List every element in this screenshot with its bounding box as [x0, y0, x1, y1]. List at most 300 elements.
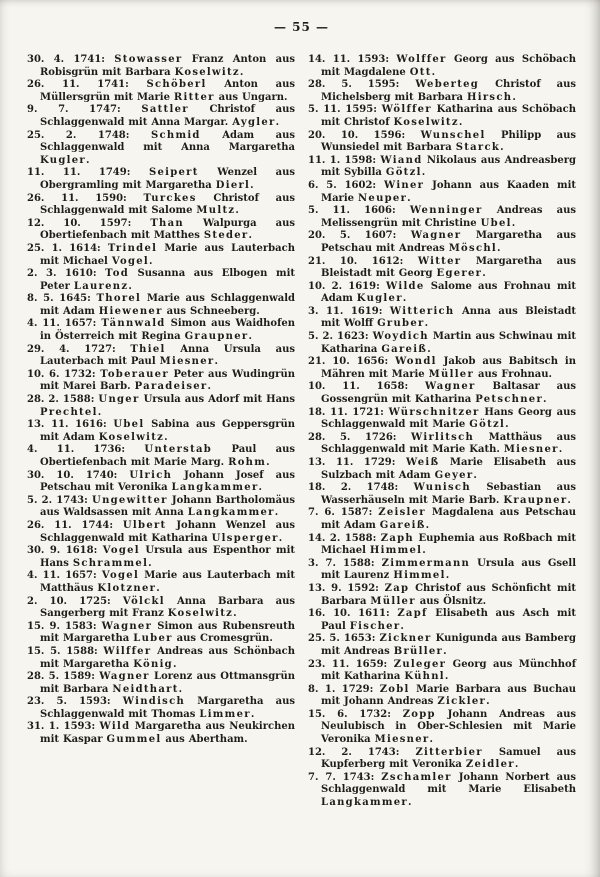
- record-text: Martin aus Schwinau mit Katharina: [321, 331, 576, 355]
- record-text: Johann aus Kaaden mit Marie: [321, 179, 576, 204]
- record-surname: Woydich: [372, 331, 429, 343]
- record-surname: Windisch: [122, 696, 186, 708]
- record-tail: aus Schneeberg.: [162, 305, 260, 317]
- marriage-record: [308, 432, 576, 457]
- record-date: 2. 10. 1725:: [27, 595, 123, 607]
- record-text: Johann Wenzel aus Schlaggenwald mit Katharina: [40, 519, 296, 544]
- record-surname: Zimmermann: [381, 557, 471, 569]
- record-tail: .: [567, 494, 571, 506]
- record-spouse-surname: Ott: [409, 66, 432, 78]
- record-spouse-surname: Limmer: [199, 708, 251, 720]
- record-tail: .: [266, 457, 270, 468]
- record-date: 3. 7. 1588:: [308, 557, 382, 569]
- record-spouse-surname: Gareiß: [379, 519, 426, 531]
- record-date: 13. 9. 1592:: [308, 582, 385, 594]
- record-date: 5. 2. 1623:: [308, 331, 373, 343]
- record-date: 25. 1. 1614:: [27, 242, 108, 254]
- record-text: Johann Josef aus Petschau mit Veronika: [40, 469, 296, 494]
- marriage-record: [27, 721, 295, 746]
- record-spouse-surname: Neuper: [357, 192, 408, 204]
- record-tail: aus Abertham.: [161, 734, 248, 746]
- record-surname: Wenninger: [409, 205, 483, 217]
- record-text: Andreas aus Melissengrün mit Christine: [321, 205, 576, 229]
- record-surname: Wondl: [395, 356, 437, 368]
- marriage-record: [308, 381, 576, 406]
- record-date: 15. 6. 1732:: [308, 708, 403, 720]
- marriage-record: [27, 671, 295, 696]
- record-surname: Wunisch: [413, 482, 471, 494]
- record-date: 4. 11. 1657:: [27, 318, 102, 330]
- record-spouse-surname: Steder: [203, 230, 249, 242]
- marriage-record: [308, 256, 576, 281]
- marriage-record: [27, 79, 295, 104]
- record-tail: .: [178, 683, 183, 695]
- marriage-record: [27, 293, 295, 318]
- record-surname: Zschamler: [381, 771, 452, 783]
- record-surname: Vogel: [101, 570, 140, 582]
- record-date: 30. 10. 1740:: [27, 469, 130, 481]
- record-surname: Tännwald: [101, 318, 166, 330]
- record-text: Anna Barbara aus Sangerberg mit Franz: [40, 595, 295, 620]
- record-text: Sabina aus Geppersgrün mit Adam: [40, 419, 296, 443]
- record-surname: Zitterbier: [415, 746, 483, 758]
- record-surname: Stowasser: [114, 54, 183, 65]
- record-text: Andreas aus Schönbach mit Margaretha: [40, 645, 295, 670]
- record-spouse-surname: Laurenz: [73, 280, 129, 292]
- marriage-record: [27, 268, 295, 293]
- record-surname: Ungewitter: [92, 494, 168, 506]
- record-tail: .: [235, 205, 239, 217]
- record-text: Simon aus Rubensreuth mit Margaretha: [40, 620, 295, 645]
- record-text: Christof aus Schlaggenwald mit Salome: [40, 192, 295, 217]
- record-surname: Tod: [105, 268, 129, 280]
- record-surname: Wagner: [101, 620, 153, 632]
- record-tail: .: [514, 759, 519, 771]
- record-tail: .: [422, 545, 426, 557]
- marriage-record: [27, 495, 295, 520]
- record-date: 15. 9. 1583:: [27, 620, 102, 632]
- record-surname: Wild: [99, 721, 131, 733]
- record-date: 8. 5. 1645:: [27, 293, 97, 305]
- record-date: 10. 6. 1732:: [27, 368, 101, 380]
- record-date: 12. 10. 1597:: [27, 217, 151, 229]
- record-tail: .: [207, 381, 211, 393]
- record-tail: .: [248, 230, 252, 242]
- record-tail: .: [149, 255, 153, 267]
- record-tail: aus Frohnau.: [474, 368, 553, 380]
- marriage-record: [308, 79, 576, 104]
- record-text: Johann Norbert aus Schlaggenwald mit Marie Elisabeth: [321, 771, 576, 796]
- record-tail: .: [239, 66, 244, 78]
- record-tail: .: [250, 179, 254, 191]
- record-surname: Ulbert: [122, 519, 167, 531]
- record-text: Adam aus Schlaggenwald mit Anna Margaretha: [40, 129, 295, 154]
- record-tail: .: [500, 142, 504, 154]
- record-tail: .: [156, 582, 160, 594]
- record-text: Christof aus Schlaggenwald mit Anna Margar.: [40, 104, 295, 128]
- record-text: Salome aus Frohnau mit Adam: [321, 280, 576, 305]
- record-text: Christof aus Schönficht mit Barbara: [321, 582, 577, 607]
- marriage-record: [27, 243, 295, 268]
- record-text: Ursula aus Gsell mit Laurenz: [321, 557, 576, 582]
- record-text: Magdalena aus Petschau mit Adam: [321, 507, 576, 531]
- record-spouse-surname: Miesner: [159, 356, 215, 368]
- record-spouse-surname: Zeidler: [465, 759, 515, 771]
- marriage-record: [308, 281, 576, 306]
- record-spouse-surname: Götzl: [469, 419, 506, 431]
- marriage-record: [27, 444, 295, 469]
- record-spouse-surname: Petschner: [475, 394, 544, 406]
- record-date: 9. 7. 1747:: [27, 104, 142, 116]
- record-surname: Witterich: [389, 305, 455, 317]
- marriage-record: [27, 394, 295, 419]
- record-spouse-surname: Rohm: [228, 457, 267, 468]
- record-spouse-surname: Götzl: [385, 167, 422, 179]
- record-surname: Wilffer: [103, 645, 152, 657]
- record-date: 7. 7. 1743:: [308, 771, 382, 783]
- record-tail: .: [148, 557, 152, 569]
- record-surname: Wagner: [425, 381, 476, 393]
- marriage-record: [308, 306, 576, 331]
- record-text: Christof aus Michelsberg mit Barbara: [321, 79, 576, 103]
- marriage-record: [308, 230, 576, 255]
- record-surname: Schöberl: [146, 79, 207, 91]
- record-text: Peter aus Wudingrün mit Marei Barb.: [40, 368, 295, 393]
- record-text: Marie aus Schlaggenwald mit Adam: [40, 293, 295, 317]
- record-surname: Wunschel: [420, 129, 486, 141]
- record-tail: .: [505, 419, 509, 431]
- record-spouse-surname: Hiewener: [98, 305, 163, 317]
- record-tail: .: [444, 671, 449, 683]
- record-spouse-surname: Koselwitz: [167, 608, 234, 620]
- record-spouse-surname: Schrammel: [72, 557, 149, 569]
- record-date: 12. 2. 1743:: [308, 746, 416, 758]
- record-date: 4. 11. 1736:: [27, 444, 145, 456]
- record-text: Georg aus Schöbach mit Magdalene: [321, 54, 576, 78]
- record-spouse-surname: Kühnl: [404, 671, 445, 683]
- record-surname: Zuleger: [393, 658, 447, 670]
- record-date: 14. 2. 1588:: [308, 532, 381, 544]
- record-date: 2. 3. 1610:: [27, 268, 106, 280]
- record-surname: Schmid: [150, 129, 201, 141]
- record-tail: .: [250, 708, 255, 720]
- record-date: 23. 11. 1659:: [308, 658, 394, 670]
- record-tail: .: [458, 116, 463, 128]
- record-surname: Trindel: [107, 242, 158, 254]
- record-date: 7. 6. 1587:: [308, 507, 379, 519]
- record-surname: Zopp: [402, 708, 436, 720]
- record-date: 5. 2. 1743:: [27, 494, 93, 506]
- record-surname: Zapf: [397, 608, 428, 620]
- record-tail: .: [400, 620, 404, 632]
- column-right: [308, 54, 576, 810]
- text-columns: [27, 54, 576, 810]
- marriage-record: [27, 54, 295, 79]
- record-text: Johann Andreas aus Neulubisch in Ober-Schlesien mit Marie Veronika: [321, 708, 576, 746]
- record-spouse-surname: Neidthart: [112, 683, 179, 695]
- record-spouse-surname: Gareiß: [381, 343, 428, 355]
- record-tail: .: [427, 343, 431, 355]
- record-text: Elisabeth aus Asch mit Paul: [321, 608, 576, 632]
- record-spouse-surname: Aygler: [232, 116, 276, 128]
- record-spouse-surname: Müller: [428, 368, 475, 380]
- record-text: Baltasar aus Gossengrün mit Katharina: [321, 381, 576, 406]
- record-tail: .: [274, 507, 279, 519]
- record-tail: .: [445, 570, 450, 582]
- record-spouse-surname: König: [133, 658, 173, 670]
- record-tail: .: [164, 431, 168, 443]
- record-spouse-surname: Möschl: [448, 242, 498, 254]
- record-surname: Witter: [417, 255, 462, 267]
- record-surname: Seipert: [148, 167, 199, 179]
- record-date: 4. 11. 1657:: [27, 570, 102, 582]
- record-text: Georg aus Münchhof mit Katharina: [321, 658, 577, 683]
- record-date: 26. 11. 1590:: [27, 192, 144, 204]
- record-date: 20. 5. 1607:: [308, 230, 411, 242]
- record-text: Simon aus Waidhofen in Österreich mit Regina: [40, 318, 295, 343]
- record-text: Wenzel aus Obergramling mit Margaretha: [40, 167, 296, 191]
- record-spouse-surname: Langkammer: [321, 797, 408, 809]
- record-text: Marie Barbara aus Buchau mit Johann Andreas: [321, 683, 576, 708]
- record-spouse-surname: Graupner: [184, 331, 249, 343]
- record-spouse-surname: Langkammer: [187, 507, 275, 519]
- marriage-record: [27, 545, 295, 570]
- record-spouse-surname: Multz: [196, 205, 236, 217]
- column-left: [27, 54, 295, 810]
- record-spouse-surname: Koselwitz: [393, 116, 459, 128]
- record-text: Johann Bartholomäus aus Waldsassen mit Anna: [40, 494, 295, 519]
- record-tail: .: [486, 696, 490, 708]
- record-date: 5. 11. 1606:: [308, 205, 410, 217]
- record-surname: Winer: [383, 179, 425, 191]
- marriage-record: [308, 54, 576, 79]
- marriage-record: [308, 507, 576, 532]
- record-surname: Zeisler: [378, 507, 426, 519]
- record-spouse-surname: Miesner: [374, 734, 430, 746]
- record-spouse-surname: Kraupner: [503, 494, 568, 506]
- marriage-record: [308, 772, 576, 810]
- marriage-record: [27, 369, 295, 394]
- record-spouse-surname: Koselwitz: [174, 66, 240, 78]
- record-spouse-surname: Ulsperger: [211, 532, 279, 544]
- record-tail: aus Ölsnitz.: [415, 595, 487, 607]
- record-tail: .: [543, 394, 547, 406]
- record-surname: Ulrich: [129, 469, 173, 481]
- record-text: Margaretha aus Bleistadt mit Georg: [321, 255, 577, 280]
- marriage-record: [308, 747, 576, 772]
- marriage-record: [308, 356, 576, 381]
- marriage-record: [308, 457, 576, 482]
- record-date: 28. 5. 1589:: [27, 671, 100, 683]
- record-spouse-surname: Kugler: [356, 293, 403, 305]
- marriage-record: [27, 344, 295, 369]
- record-surname: Unterstab: [144, 444, 213, 456]
- record-spouse-surname: Himmel: [369, 545, 423, 557]
- marriage-record: [308, 331, 576, 356]
- record-surname: Weiß: [406, 457, 440, 468]
- marriage-record: [308, 155, 576, 180]
- record-tail: .: [258, 482, 263, 494]
- marriage-record: [27, 596, 295, 621]
- record-date: 26. 11. 1741:: [27, 79, 147, 91]
- record-tail: .: [511, 217, 516, 229]
- record-surname: Wiand: [380, 154, 423, 166]
- marriage-record: [27, 696, 295, 721]
- record-surname: Zickner: [379, 633, 432, 645]
- record-date: 18. 2. 1748:: [308, 482, 414, 494]
- record-date: 29. 4. 1727:: [27, 343, 131, 355]
- marriage-record: [27, 419, 295, 444]
- record-date: 11. 1. 1598:: [308, 154, 381, 166]
- record-date: 21. 10. 1612:: [308, 255, 418, 267]
- record-text: Anna Ursula aus Lauterbach mit Paul: [40, 343, 295, 368]
- record-text: Lorenz aus Ottmansgrün mit Barbara: [40, 671, 295, 695]
- record-date: 25. 5. 1653:: [308, 633, 380, 645]
- record-spouse-surname: Paradeiser: [134, 381, 208, 393]
- marriage-record: [27, 193, 295, 218]
- record-tail: .: [482, 268, 486, 280]
- record-text: Susanna aus Elbogen mit Peter: [40, 268, 295, 292]
- record-date: 10. 11. 1658:: [308, 381, 426, 393]
- record-spouse-surname: Ubel: [480, 217, 512, 229]
- record-surname: Völckl: [122, 595, 165, 607]
- record-text: Marie aus Lauterbach mit Michael: [40, 242, 295, 267]
- record-date: 20. 10. 1596:: [308, 129, 421, 141]
- record-tail: .: [497, 242, 501, 254]
- record-date: 21. 10. 1656:: [308, 356, 396, 368]
- record-tail: .: [424, 318, 429, 330]
- record-text: Walpurga aus Obertiefenbach mit Matthes: [40, 217, 295, 242]
- marriage-record: [308, 633, 576, 658]
- record-spouse-surname: Egerer: [436, 268, 483, 280]
- marriage-record: [308, 104, 576, 129]
- record-spouse-surname: Langkammer: [171, 482, 259, 494]
- record-tail: .: [233, 608, 237, 620]
- marriage-record: [308, 608, 576, 633]
- marriage-record: [308, 558, 576, 583]
- record-tail: .: [512, 91, 516, 103]
- record-text: Hans Georg aus Schlaggenwald mit Marie: [321, 406, 576, 431]
- record-spouse-surname: Brüller: [393, 645, 444, 657]
- record-date: 5. 11. 1595:: [308, 104, 382, 116]
- record-tail: .: [214, 356, 218, 368]
- marriage-record: [308, 407, 576, 432]
- record-spouse-surname: Dierl: [215, 179, 251, 191]
- record-surname: Weberteg: [415, 79, 480, 91]
- record-surname: Than: [150, 217, 184, 229]
- record-tail: aus Cromesgrün.: [172, 633, 273, 645]
- marriage-record: [27, 167, 295, 192]
- marriage-record: [308, 659, 576, 684]
- marriage-record: [308, 482, 576, 507]
- record-text: Sebastian aus Wasserhäuseln mit Marie Barb.: [321, 482, 576, 506]
- marriage-record: [308, 684, 576, 709]
- marriage-record: [27, 130, 295, 168]
- record-tail: .: [278, 532, 283, 544]
- record-spouse-surname: Hirsch: [467, 91, 513, 103]
- record-date: 18. 11. 1721:: [308, 406, 389, 418]
- record-tail: .: [407, 192, 411, 204]
- record-text: Margaretha aus Schlaggenwald mit Thomas: [40, 696, 295, 720]
- record-text: Paul aus Obertiefenbach mit Marie Marg.: [40, 444, 295, 468]
- marriage-record: [27, 570, 295, 595]
- record-surname: Zaph: [380, 532, 414, 544]
- record-text: Marie Elisabeth aus Sulzbach mit Adam: [321, 457, 576, 481]
- record-surname: Turckes: [143, 192, 197, 204]
- record-text: Jakob aus Babitsch in Mähren mit Marie: [321, 356, 576, 380]
- record-spouse-surname: Geyer: [434, 469, 474, 481]
- record-tail: .: [407, 797, 412, 809]
- record-spouse-surname: Luber: [133, 633, 173, 645]
- marriage-record: [308, 583, 576, 608]
- record-text: Kunigunda aus Bamberg mit Andreas: [321, 633, 576, 657]
- record-spouse-surname: Starck: [455, 142, 501, 154]
- record-date: 16. 10. 1611:: [308, 608, 398, 620]
- record-date: 28. 5. 1595:: [308, 79, 416, 91]
- record-spouse-surname: Müller: [370, 595, 416, 607]
- record-text: Matthäus aus Schlaggenwald mit Marie Kath.: [321, 431, 576, 456]
- record-date: 23. 5. 1593:: [27, 696, 123, 708]
- record-date: 30. 9. 1618:: [27, 545, 103, 557]
- record-date: 11. 11. 1749:: [27, 167, 149, 179]
- record-surname: Sattler: [141, 104, 189, 116]
- record-date: 28. 5. 1726:: [308, 431, 412, 443]
- record-date: 14. 11. 1593:: [308, 54, 397, 65]
- record-surname: Zobl: [379, 683, 410, 695]
- record-spouse-surname: Himmel: [393, 570, 446, 582]
- record-tail: .: [97, 406, 102, 418]
- record-tail: .: [128, 280, 132, 292]
- record-tail: .: [172, 658, 177, 670]
- record-surname: Wagner: [410, 230, 462, 242]
- record-text: Anna aus Bleistadt mit Wolff: [321, 305, 576, 330]
- record-text: Ursula aus Espenthor mit Hans: [40, 545, 295, 569]
- record-tail: .: [429, 734, 433, 746]
- record-tail: aus Ungarn.: [214, 91, 288, 103]
- record-text: Katharina aus Schöbach mit Christof: [321, 104, 576, 128]
- record-spouse-surname: Gruber: [377, 318, 425, 330]
- record-date: 25. 2. 1748:: [27, 129, 151, 141]
- record-text: Samuel aus Kupferberg mit Veronika: [321, 746, 576, 771]
- record-surname: Wolffer: [396, 54, 447, 65]
- record-text: Philipp aus Wunsiedel mit Barbara: [321, 129, 577, 154]
- marriage-record: [308, 533, 576, 558]
- record-surname: Würschnitzer: [388, 406, 480, 418]
- record-surname: Unger: [98, 394, 140, 406]
- record-date: 10. 2. 1619:: [308, 280, 386, 292]
- record-surname: Zap: [384, 582, 410, 594]
- marriage-record: [27, 104, 295, 129]
- record-spouse-surname: Miesner: [503, 444, 559, 456]
- record-surname: Ubel: [113, 419, 145, 431]
- record-text: Euphemia aus Roßbach mit Michael: [321, 532, 577, 557]
- record-tail: .: [275, 116, 280, 128]
- marriage-record: [27, 520, 295, 545]
- marriage-record: [27, 621, 295, 646]
- marriage-record: [308, 205, 576, 230]
- record-date: 30. 4. 1741:: [27, 54, 115, 65]
- record-surname: Wilde: [386, 280, 425, 292]
- record-surname: Vogel: [102, 545, 140, 557]
- record-text: Nikolaus aus Andreasberg mit Sybilla: [321, 154, 576, 179]
- record-tail: .: [431, 66, 436, 78]
- record-date: 15. 5. 1588:: [27, 645, 104, 657]
- record-spouse-surname: Prechtel: [40, 406, 98, 418]
- record-tail: .: [402, 293, 407, 305]
- record-spouse-surname: Vogel: [111, 255, 150, 267]
- record-tail: .: [85, 154, 90, 166]
- record-date: 13. 11. 1616:: [27, 419, 114, 431]
